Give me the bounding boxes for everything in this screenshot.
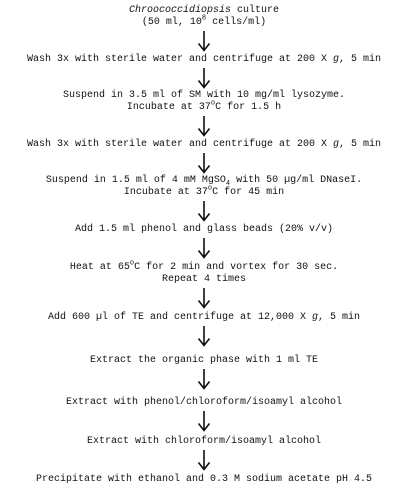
step-text: Suspend in 3.5 ml of SM with 10 mg/ml lysozyme.	[62, 90, 346, 101]
step-text: Incubate at 37	[126, 102, 211, 113]
step-text: (50 ml, 10	[141, 17, 202, 28]
step-text: Wash 3x with sterile water and centrifuge at 200 X	[26, 139, 334, 150]
step-text: Add 1.5 ml phenol and glass beads (20% v/v)	[74, 224, 334, 235]
down-arrow-icon	[197, 152, 211, 174]
down-arrow-icon	[197, 237, 211, 259]
step-dnase	[0, 175, 408, 199]
step-culture	[0, 5, 408, 29]
subscript: 4	[225, 180, 231, 188]
step-te-centrifuge	[0, 312, 408, 324]
step-text-italic: g	[333, 54, 340, 65]
step-text: Extract with chloroform/isoamyl alcohol	[86, 436, 322, 447]
superscript: o	[210, 99, 216, 108]
step-text: Heat at 65	[69, 262, 130, 273]
superscript: 8	[201, 14, 207, 23]
step-wash-1	[0, 54, 408, 66]
step-text: Wash 3x with sterile water and centrifuge at 200 X	[26, 54, 334, 65]
step-text: culture	[231, 5, 280, 16]
step-text-italic: g	[333, 139, 340, 150]
superscript: o	[129, 259, 135, 268]
step-text: Extract with phenol/chloroform/isoamyl alcohol	[65, 397, 343, 408]
step-text: Extract the organic phase with 1 ml TE	[89, 355, 319, 366]
step-text: Precipitate with ethanol and 0.3 M sodium acetate pH 4.5	[35, 474, 373, 485]
step-heat-vortex	[0, 259, 408, 286]
step-text: cells/ml)	[206, 17, 267, 28]
step-extract-ci	[0, 436, 408, 448]
step-extract-pci	[0, 397, 408, 409]
step-text: , 5 min	[318, 312, 361, 323]
down-arrow-icon	[197, 368, 211, 390]
down-arrow-icon	[197, 410, 211, 432]
step-phenol-beads	[0, 224, 408, 236]
step-text: Add 600 µl of TE and centrifuge at 12,000 X	[47, 312, 312, 323]
step-text: Suspend in 1.5 ml of 4 mM MgSO	[45, 175, 226, 186]
step-text: C for 2 min and vortex for 30 sec.	[134, 262, 339, 273]
down-arrow-icon	[197, 449, 211, 471]
down-arrow-icon	[197, 325, 211, 347]
step-text: with 50 µg/ml DNaseI.	[230, 175, 363, 186]
down-arrow-icon	[197, 287, 211, 309]
superscript: o	[207, 184, 213, 193]
step-text: C for 45 min	[212, 187, 285, 198]
step-precipitate	[0, 474, 408, 486]
down-arrow-icon	[197, 115, 211, 137]
step-text: , 5 min	[339, 139, 382, 150]
step-text: Incubate at 37	[123, 187, 208, 198]
step-extract-te	[0, 355, 408, 367]
step-text: Repeat 4 times	[161, 274, 246, 285]
step-text-italic: g	[312, 312, 319, 323]
step-text: , 5 min	[339, 54, 382, 65]
down-arrow-icon	[197, 200, 211, 222]
step-lysozyme	[0, 90, 408, 114]
organism-name: Chroococcidiopsis	[128, 5, 231, 16]
step-text: C for 1.5 h	[215, 102, 282, 113]
down-arrow-icon	[197, 67, 211, 89]
down-arrow-icon	[197, 30, 211, 52]
step-wash-2	[0, 139, 408, 151]
